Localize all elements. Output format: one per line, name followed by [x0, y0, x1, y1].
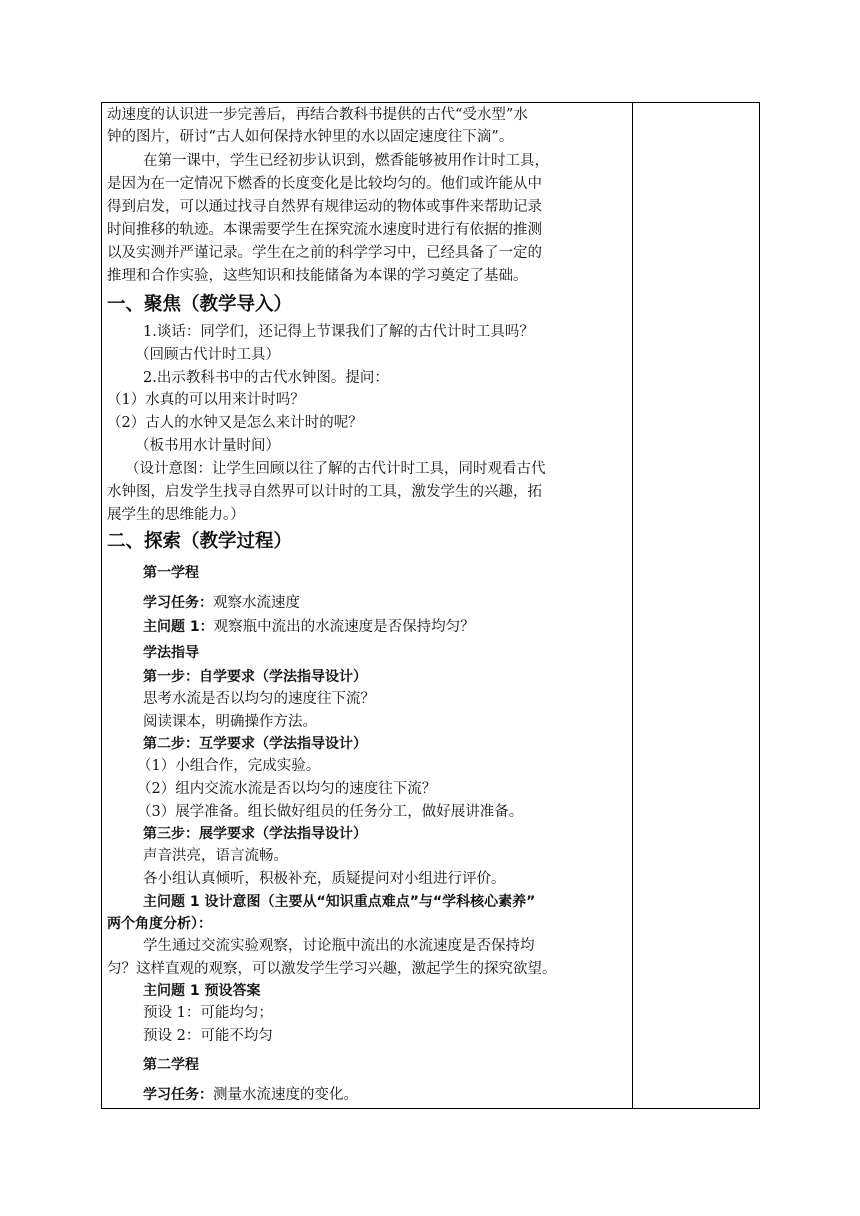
- question-label: 主问题 1：: [143, 619, 214, 635]
- intro-line: 以及实测并严谨记录。学生在之前的科学学习中，已经具备了一定的: [107, 245, 542, 261]
- intro-line: 是因为在一定情况下燃香的长度变化是比较均匀的。他们或许能从中: [107, 176, 542, 192]
- step-title: 第一步：自学要求（学法指导设计）: [143, 669, 367, 685]
- section1-line: （回顾古代计时工具）: [135, 347, 280, 363]
- step-title: 第三步：展学要求（学法指导设计）: [143, 826, 367, 842]
- step-line: 思考水流是否以均匀的速度往下流？: [143, 691, 375, 707]
- task-label: 学习任务：: [143, 1087, 213, 1103]
- method-guide-title: 学法指导: [143, 645, 199, 661]
- step-line: （2）组内交流水流是否以均匀的速度往下流？: [137, 781, 437, 797]
- main-question: [143, 616, 475, 638]
- design-intent-text: 学生通过交流实验观察，讨论瓶中流出的水流速度是否保持均: [143, 938, 535, 954]
- preset-answer: 预设 1：可能均匀；: [143, 1005, 273, 1021]
- section1-line: （板书用水计量时间）: [135, 438, 280, 454]
- step-line: 声音洪亮，语言流畅。: [143, 848, 288, 864]
- learning-task: [143, 1084, 358, 1106]
- step-line: 各小组认真倾听，积极补充，质疑提问对小组进行评价。: [143, 871, 506, 887]
- step-title: 第二步：互学要求（学法指导设计）: [143, 736, 367, 752]
- learning-task: [143, 592, 300, 614]
- intro-line: 动速度的认识进一步完善后，再结合教科书提供的古代“受水型”水: [107, 107, 528, 123]
- section-heading-explore: 二、探索（教学过程）: [107, 531, 293, 552]
- section1-line: （2）古人的水钟又是怎么来计时的呢？: [107, 415, 363, 431]
- design-intent-title: 两个角度分析）：: [107, 916, 212, 932]
- section1-line: 1.谈话：同学们，还记得上节课我们了解的古代计时工具吗？: [143, 324, 534, 340]
- section1-line: （设计意图：让学生回顾以往了解的古代计时工具，同时观看古代: [125, 461, 546, 477]
- step-line: （1）小组合作，完成实验。: [137, 758, 321, 774]
- intro-line: 钟的图片，研讨“古人如何保持水钟里的水以固定速度往下滴”。: [107, 129, 514, 145]
- step-line: （3）展学准备。组长做好组员的任务分工，做好展讲准备。: [137, 804, 524, 820]
- intro-line: 时间推移的轨迹。本课需要学生在探究流水速度时进行有依据的推测: [107, 222, 542, 238]
- preset-answer-title: 主问题 1 预设答案: [143, 983, 261, 999]
- column-divider: [632, 102, 633, 1109]
- task-label: 学习任务：: [143, 595, 213, 611]
- stage-title: 第一学程: [143, 565, 199, 581]
- design-intent-text: 匀？这样直观的观察，可以激发学生学习兴趣，激起学生的探究欲望。: [107, 961, 557, 977]
- section1-line: 水钟图，启发学生找寻自然界可以计时的工具，激发学生的兴趣，拓: [107, 484, 542, 500]
- stage-title: 第二学程: [143, 1057, 199, 1073]
- step-line: 阅读课本，明确操作方法。: [143, 714, 317, 730]
- section-heading-focus: 一、聚焦（教学导入）: [107, 294, 293, 315]
- question-text: 观察瓶中流出的水流速度是否保持均匀？: [213, 619, 475, 635]
- task-text: 观察水流速度: [213, 595, 300, 611]
- section1-line: （1）水真的可以用来计时吗？: [107, 392, 305, 408]
- section1-line: 展学生的思维能力。）: [107, 507, 245, 523]
- preset-answer: 预设 2：可能不均匀: [143, 1028, 273, 1044]
- intro-line: 推理和合作实验，这些知识和技能储备为本课的学习奠定了基础。: [107, 268, 528, 284]
- design-intent-title: 主问题 1 设计意图（主要从“知识重点难点”与“学科核心素养”: [143, 894, 536, 910]
- task-text: 测量水流速度的变化。: [213, 1087, 358, 1103]
- intro-line: 得到启发，可以通过找寻自然界有规律运动的物体或事件来帮助记录: [107, 199, 542, 215]
- intro-line: 在第一课中，学生已经初步认识到，燃香能够被用作计时工具，: [143, 153, 549, 169]
- section1-line: 2.出示教科书中的古代水钟图。提问：: [143, 370, 389, 386]
